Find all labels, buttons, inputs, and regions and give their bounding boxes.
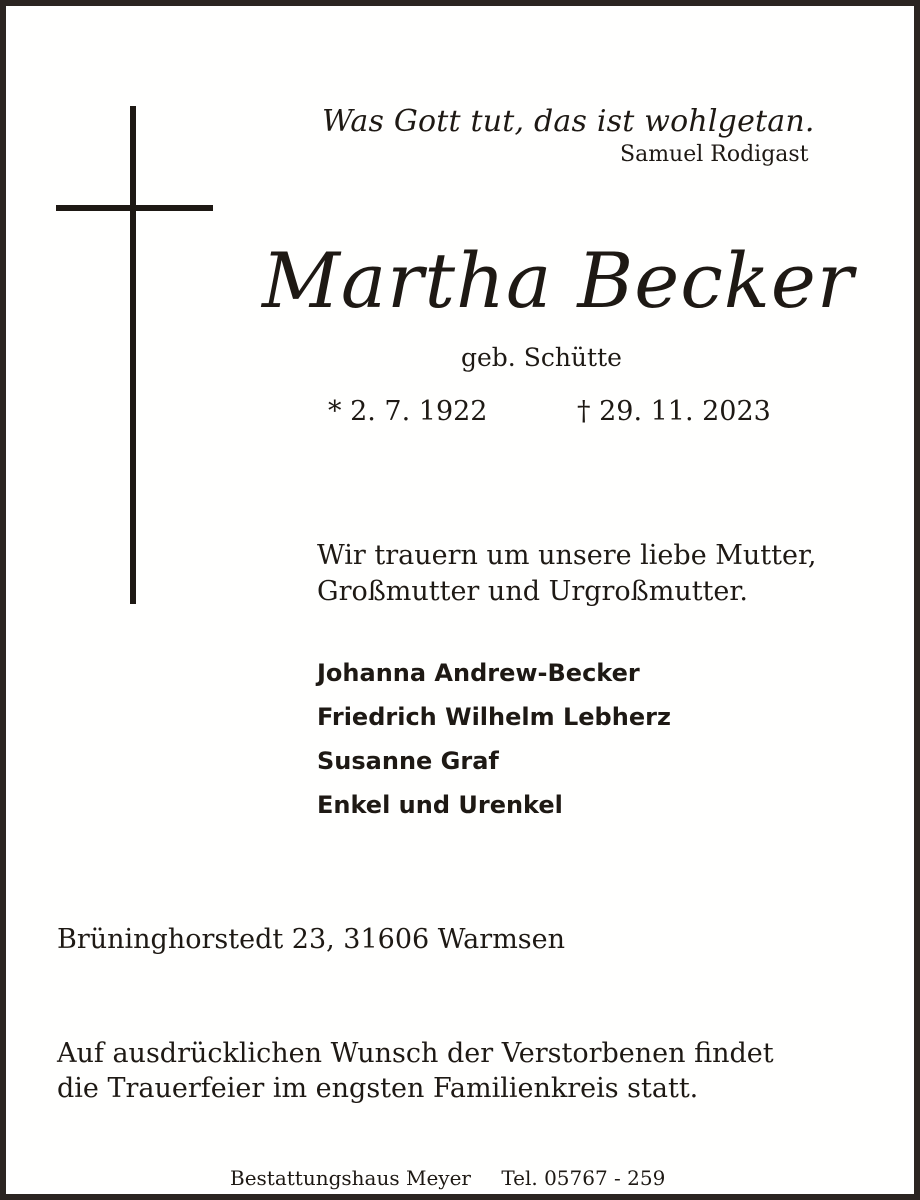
mourner-name: Johanna Andrew-Becker xyxy=(317,659,640,687)
funeral-home-info xyxy=(230,1166,665,1190)
bible-quote: Was Gott tut, das ist wohlgetan. xyxy=(322,104,815,139)
address: Brüninghorstedt 23, 31606 Warmsen xyxy=(57,924,566,955)
funeral-home-name: Bestattungshaus Meyer xyxy=(230,1166,471,1190)
mourning-line: Wir trauern um unsere liebe Mutter, xyxy=(317,540,817,571)
mourning-text xyxy=(317,538,817,610)
funeral-home-phone: Tel. 05767 - 259 xyxy=(501,1166,666,1190)
mourner-name: Enkel und Urenkel xyxy=(317,791,563,819)
mourners-list xyxy=(317,651,671,827)
closing-line: Auf ausdrücklichen Wunsch der Verstorbenen findet xyxy=(57,1038,774,1069)
quote-author: Samuel Rodigast xyxy=(620,142,809,167)
birth-date: * 2. 7. 1922 xyxy=(328,396,488,427)
maiden-name: geb. Schütte xyxy=(461,343,622,372)
closing-line: die Trauerfeier im engsten Familienkreis statt. xyxy=(57,1073,699,1104)
cross-horizontal-beam xyxy=(56,205,213,211)
cross-vertical-beam xyxy=(130,106,136,604)
closing-text xyxy=(57,1036,774,1106)
mourner-name: Friedrich Wilhelm Lebherz xyxy=(317,703,671,731)
deceased-name: Martha Becker xyxy=(262,236,855,325)
mourner-name: Susanne Graf xyxy=(317,747,499,775)
mourning-line: Großmutter und Urgroßmutter. xyxy=(317,576,748,607)
death-date: † 29. 11. 2023 xyxy=(577,396,771,427)
